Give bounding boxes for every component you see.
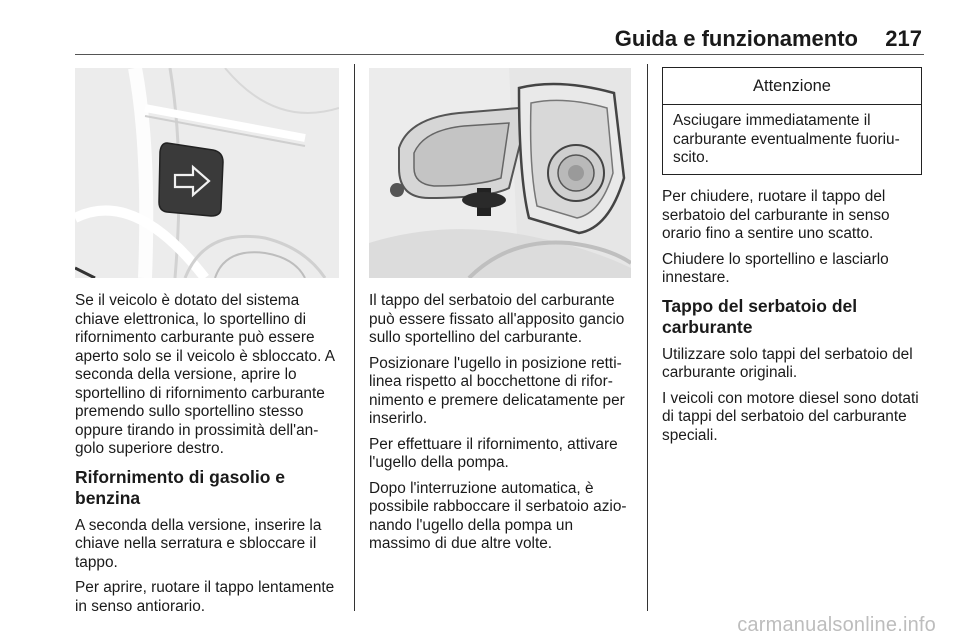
attention-text: Asciugare immediatamente il carburante eventualmente fuoriuscito.: [673, 112, 900, 166]
paragraph-unlock-cap: A seconda della versione, inserire la chiave nella serratura e sbloccare il tappo.: [75, 516, 322, 571]
fuel-door-illustration: [75, 68, 339, 278]
paragraph-top-up: Dopo l'interruzione automatica, è possibile rabboccare il serbatoio azionando l'ugello della pompa un massimo di due altre volte.: [369, 479, 627, 552]
attention-title: Attenzione: [663, 68, 921, 105]
paragraph-smart-key: Se il veicolo è dotato del sistema chiave elettronica, lo sportellino di rifornimento carburante può essere aperto solo se il veicolo è sbloccato. A seconda della versione, aprire lo sportellino di rifornimento carburante premendo sullo sportellino stesso oppure tirando in prossimità dell'angolo superiore destro.: [75, 292, 335, 457]
page-number: 217: [885, 26, 922, 51]
column-2: [369, 292, 633, 561]
paragraph-diesel-caps: I veicoli con motore diesel sono dotati di tappi del serbatoio del carburante speciali.: [662, 389, 919, 444]
paragraph-activate-nozzle: Per effettuare il rifornimento, attivare l'ugello della pompa.: [369, 435, 618, 471]
column-1: [75, 292, 341, 623]
heading-refueling: Rifornimento di gasolio e benzina: [75, 466, 286, 508]
watermark: carmanualsonline.info: [737, 614, 936, 636]
attention-box: [662, 67, 922, 175]
paragraph-cap-hook: Il tappo del serbatoio del carburante può essere fissato all'apposito gancio sullo sportellino del carburante.: [369, 292, 625, 346]
paragraph-close-door: Chiudere lo sportellino e lasciarlo innestare.: [662, 250, 889, 286]
heading-fuel-cap: Tappo del serbatoio del carburante: [662, 295, 858, 337]
paragraph-original-caps: Utilizzare solo tappi del serbatoio del carburante originali.: [662, 345, 913, 381]
column-3: [662, 188, 926, 452]
section-title: Guida e funzionamento: [614, 26, 858, 51]
paragraph-nozzle-position: Posizionare l'ugello in posizione rettilinea rispetto al bocchettone di rifornimento e premere delicatamente per inserirlo.: [369, 354, 625, 427]
column-divider-1: [354, 64, 355, 611]
paragraph-close-cap: Per chiudere, ruotare il tappo del serbatoio del carburante in senso orario fino a sentire uno scatto.: [662, 188, 890, 242]
column-divider-2: [647, 64, 648, 611]
paragraph-open-cap: Per aprire, ruotare il tappo lentamente in senso antiorario.: [75, 579, 335, 615]
fuel-cap-illustration: [369, 68, 631, 278]
header-divider: [75, 54, 924, 55]
